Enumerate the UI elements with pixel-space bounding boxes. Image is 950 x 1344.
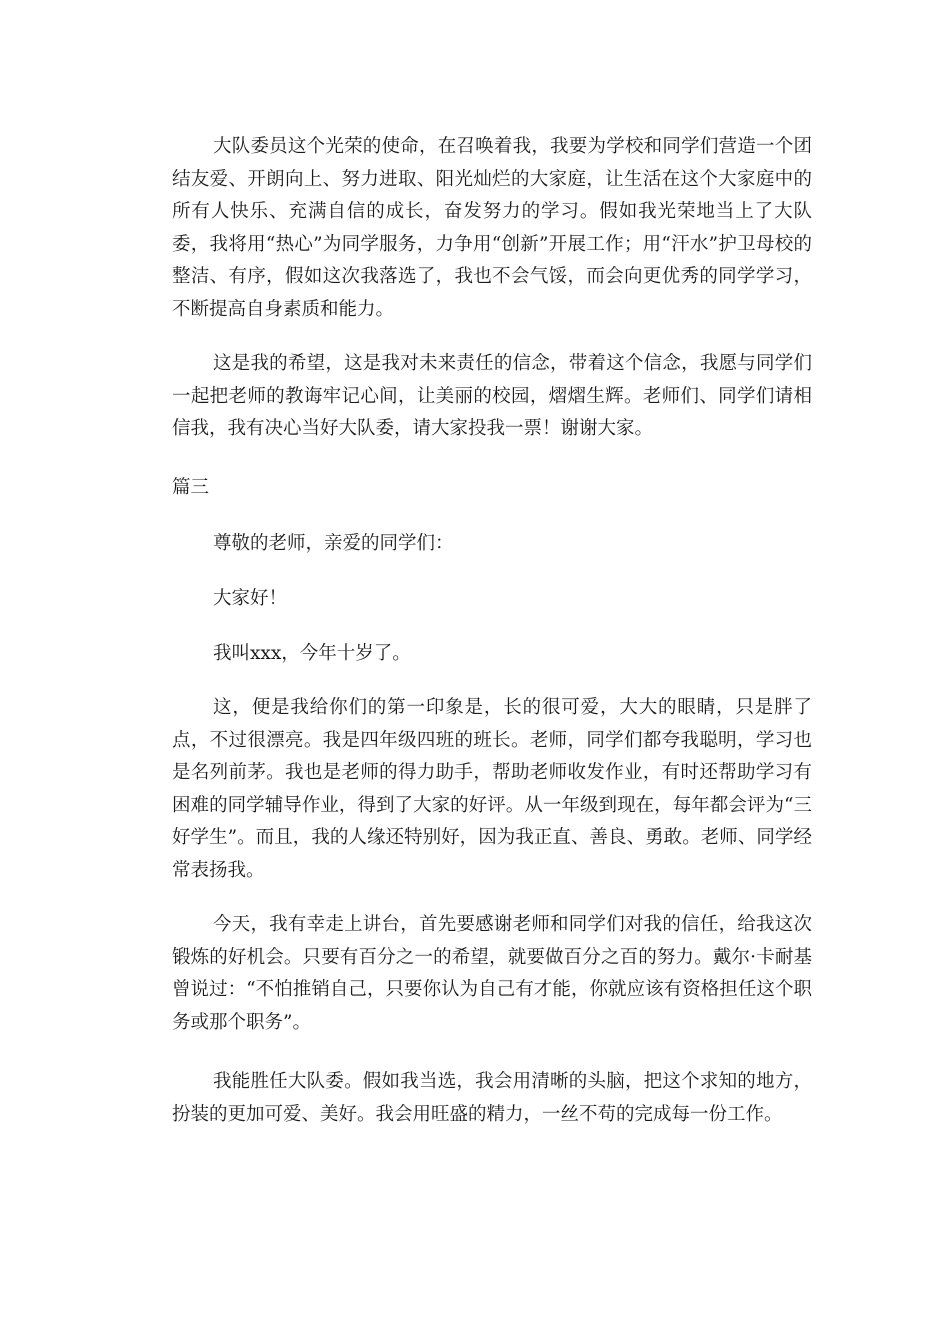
paragraph-first-impression: 这，便是我给你们的第一印象是，长的很可爱，大大的眼睛，只是胖了点，不过很漂亮。我是四年级四班的班长。老师，同学们都夸我聪明，学习也是名列前茅。我也是老师的得力助手，帮助老师收发作业，有时还帮助学习有困难的同学辅导作业，得到了大家的好评。从一年级到现在，每年都会评为“三好学生”。而且，我的人缘还特别好，因为我正直、善良、勇敢。老师、同学经常表扬我。 — [172, 697, 812, 881]
self-introduction: 我叫xxx，今年十岁了。 — [213, 643, 411, 664]
paragraph-1: 大队委员这个光荣的使命，在召唤着我，我要为学校和同学们营造一个团结友爱、开朗向上、努力进取、阳光灿烂的大家庭，让生活在这个大家庭中的所有人快乐、充满自信的成长，奋发努力的学习。假如我光荣地当上了大队委，我将用“热心”为同学服务，力争用“创新”开展工作；用“汗水”护卫母校的整洁、有序，假如这次我落选了，我也不会气馁，而会向更优秀的同学学习，不断提高自身素质和能力。 — [172, 136, 812, 320]
paragraph-qualified: 我能胜任大队委。假如我当选，我会用清晰的头脑，把这个求知的地方，扮装的更加可爱、美好。我会用旺盛的精力，一丝不苟的完成每一份工作。 — [172, 1071, 812, 1125]
paragraph-today: 今天，我有幸走上讲台，首先要感谢老师和同学们对我的信任，给我这次锻炼的好机会。只要有百分之一的希望，就要做百分之百的努力。戴尔·卡耐基曾说过：“不怕推销自己，只要你认为自己有才能，你就应该有资格担任这个职务或那个职务”。 — [172, 914, 812, 1033]
salutation: 尊敬的老师，亲爱的同学们： — [213, 533, 454, 554]
section-heading: 篇三 — [172, 477, 210, 498]
greeting: 大家好！ — [213, 588, 288, 609]
paragraph-2: 这是我的希望，这是我对未来责任的信念，带着这个信念，我愿与同学们一起把老师的教诲牢记心间，让美丽的校园，熠熠生辉。老师们、同学们请相信我，我有决心当好大队委，请大家投我一票！谢谢大家。 — [172, 353, 812, 439]
